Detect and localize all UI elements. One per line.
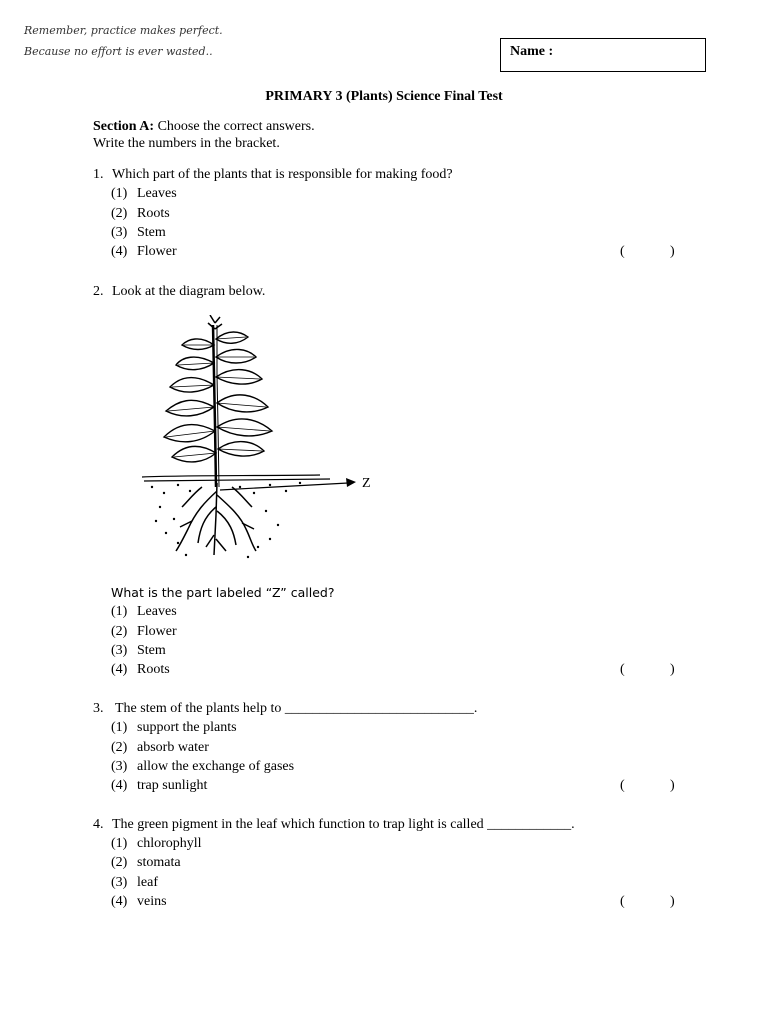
question-text: The green pigment in the leaf which function to trap light is called ____________. xyxy=(112,817,575,832)
q3-option-2: (2) absorb water xyxy=(111,740,209,755)
question-text: Look at the diagram below. xyxy=(112,284,266,299)
section-label: Section A: xyxy=(93,119,155,134)
q2-subquestion: What is the part labeled “Z” called? xyxy=(111,585,335,600)
q1-option-1: (1) Leaves xyxy=(111,186,177,201)
q4-option-1: (1) chlorophyll xyxy=(111,836,202,851)
name-label: Name : xyxy=(510,44,554,59)
q1-option-3: (3) Stem xyxy=(111,225,166,240)
section-heading xyxy=(93,119,315,135)
question-2 xyxy=(93,284,265,300)
q4-option-3: (3) leaf xyxy=(111,875,158,890)
q2-option-1: (1) Leaves xyxy=(111,604,177,619)
q1-option-4: (4) Flower xyxy=(111,244,177,259)
motto-line-1: Remember, practice makes perfect. xyxy=(24,24,223,37)
page-title: PRIMARY 3 (Plants) Science Final Test xyxy=(265,89,503,104)
question-number: 2. xyxy=(93,284,104,299)
name-field[interactable] xyxy=(500,38,706,72)
motto-line-2: Because no effort is ever wasted.. xyxy=(24,45,213,58)
q4-option-2: (2) stomata xyxy=(111,855,181,870)
plant-diagram xyxy=(130,315,390,565)
q2-option-3: (3) Stem xyxy=(111,643,166,658)
question-number: 1. xyxy=(93,167,104,182)
question-4 xyxy=(93,817,575,833)
section-instruction-1: Choose the correct answers. xyxy=(157,119,315,134)
q3-option-3: (3) allow the exchange of gases xyxy=(111,759,295,774)
question-text: The stem of the plants help to ___________________________. xyxy=(115,701,478,716)
q3-option-4: (4) trap sunlight xyxy=(111,778,208,793)
q3-option-1: (1) support the plants xyxy=(111,720,237,735)
question-text: Which part of the plants that is responsible for making food? xyxy=(112,167,453,182)
section-instruction-2: Write the numbers in the bracket. xyxy=(93,136,280,151)
question-number: 4. xyxy=(93,817,104,832)
q2-option-2: (2) Flower xyxy=(111,624,177,639)
q4-option-4: (4) veins xyxy=(111,894,167,909)
q1-option-2: (2) Roots xyxy=(111,206,170,221)
question-1 xyxy=(93,167,453,183)
question-number: 3. xyxy=(93,701,104,716)
question-3 xyxy=(93,701,477,717)
diagram-label-z: Z xyxy=(362,476,371,491)
q2-option-4: (4) Roots xyxy=(111,662,170,677)
